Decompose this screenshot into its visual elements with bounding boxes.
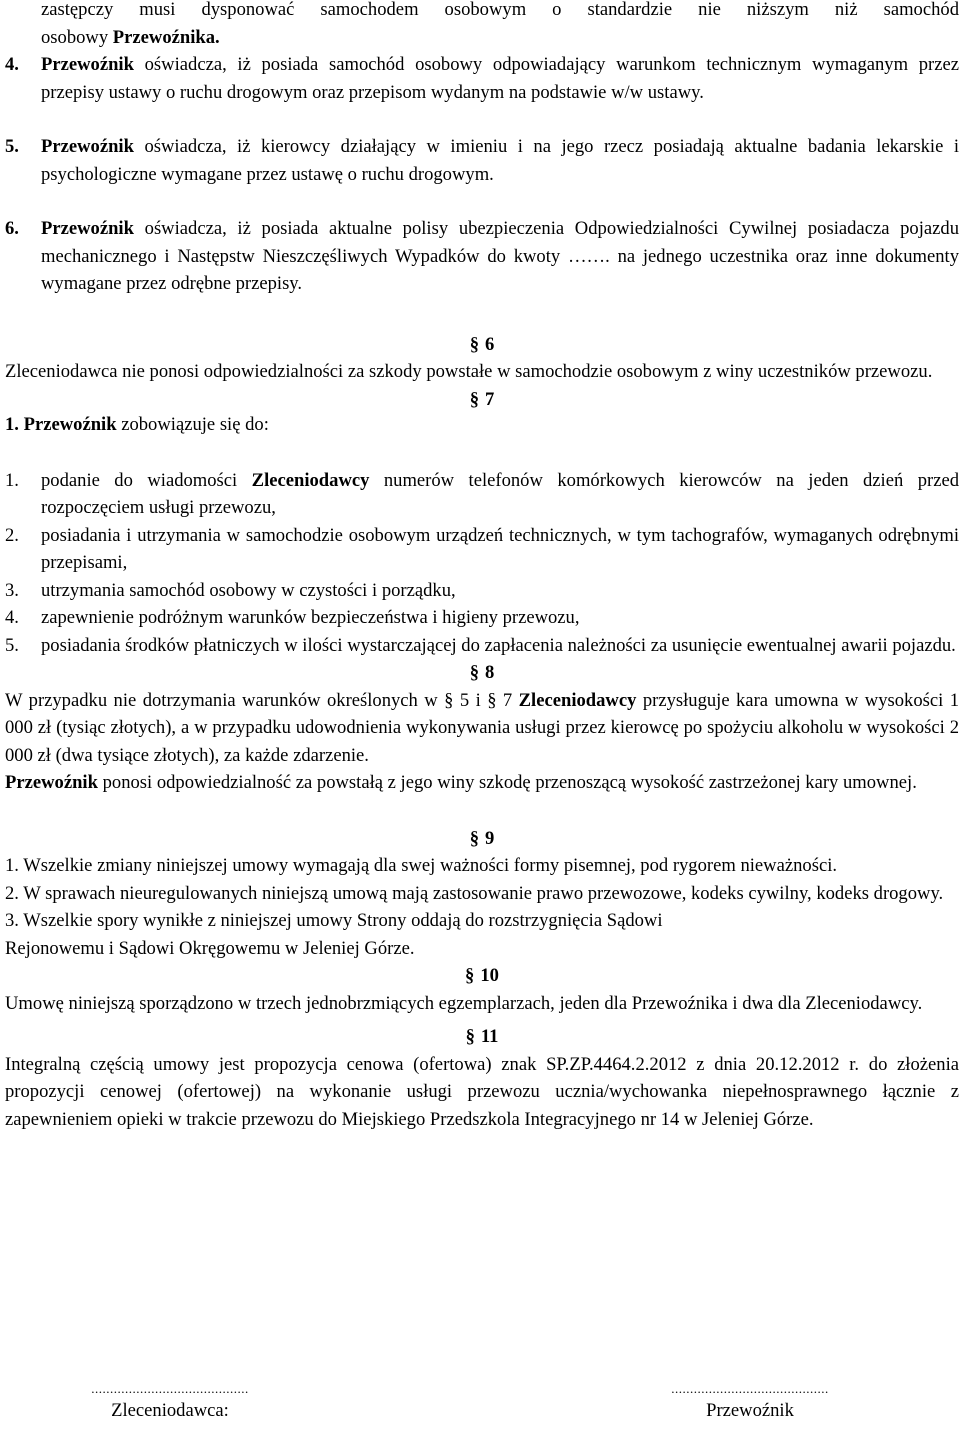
signature-label-carrier: Przewoźnik xyxy=(706,1400,794,1421)
list-item: 3. utrzymania samochód osobowy w czystości i porządku, xyxy=(5,579,456,601)
item-6: 6. Przewoźnik oświadcza, iż posiada aktualne polisy ubezpieczenia Odpowiedzialności Cywilnej posiadacza pojazdu mechanicznego i Następstw Nieszczęśliwych Wypadków do kwoty ……. na jednego uczestnika oraz inne dokumenty wymagane przez odrębne przepisy. xyxy=(5,218,959,294)
signature-label-client: Zleceniodawca: xyxy=(111,1400,229,1421)
section-9-heading: § 9 xyxy=(469,827,495,849)
section-9-paragraph-2: 2. W sprawach nieuregulowanych niniejszą umową mają zastosowanie prawo przewozowe, kodeks cywilny, kodeks drogowy. xyxy=(5,882,944,904)
signature-client xyxy=(5,1381,335,1425)
section-9-paragraph-1: 1. Wszelkie zmiany niniejszej umowy wymagają dla swej ważności formy pisemnej, pod rygorem nieważności. xyxy=(5,855,838,876)
section-8-paragraph-1: W przypadku nie dotrzymania warunków określonych w § 5 i § 7 Zleceniodawcy przysługuje kara umowna w wysokości 1 000 zł (tysiąc złotych), a w przypadku udowodnienia wykonywania usługi przez kierowcę po spożyciu alkoholu w wysokości 2 000 zł (dwa tysiące złotych), za każde zdarzenie. xyxy=(5,689,959,766)
section-7-intro: 1. Przewoźnik zobowiązuje się do: xyxy=(5,414,269,435)
section-8-heading: § 8 xyxy=(469,662,495,683)
section-10-text: Umowę niniejszą sporządzono w trzech jednobrzmiących egzemplarzach, jeden dla Przewoźnika i dwa dla Zleceniodawcy. xyxy=(5,992,923,1014)
list-item: 5. posiadania środków płatniczych w ilości wystarczającej do zapłacenia należności za usunięcie ewentualnej awarii pojazdu. xyxy=(5,634,956,656)
item-5: 5. Przewoźnik oświadcza, iż kierowcy działający w imieniu i na jego rzecz posiadają aktualne badania lekarskie i psychologiczne wymagane przez ustawę o ruchu drogowym. xyxy=(5,136,959,185)
item-4: 4. Przewoźnik oświadcza, iż posiada samochód osobowy odpowiadający warunkom technicznym wymaganym przez przepisy ustawy o ruchu drogowym oraz przepisom wydanym na podstawie w/w ustawy. xyxy=(5,54,959,103)
signature-line: .......................................... xyxy=(91,1381,249,1396)
section-9-paragraph-3b: Rejonowemu i Sądowi Okręgowemu w Jeleniej Górze. xyxy=(5,937,415,959)
section-10-heading: § 10 xyxy=(465,965,499,986)
section-11-heading: § 11 xyxy=(465,1026,499,1047)
item3-continuation-line2: osobowy Przewoźnika. xyxy=(41,26,220,48)
section-7-list xyxy=(5,467,959,660)
section-7-heading: § 7 xyxy=(469,388,495,410)
signature-line: .......................................... xyxy=(671,1381,829,1396)
section-8-paragraph-2: Przewoźnik ponosi odpowiedzialność za powstałą z jego winy szkodę przenoszącą wysokość zastrzeżonej kary umownej. xyxy=(5,772,917,793)
signature-carrier xyxy=(585,1381,915,1425)
section-9-paragraph-3a: 3. Wszelkie spory wynikłe z niniejszej umowy Strony oddają do rozstrzygnięcia Sądowi xyxy=(5,910,663,931)
section-6-heading: § 6 xyxy=(469,333,495,355)
list-item: 4. zapewnienie podróżnym warunków bezpieczeństwa i higieny przewozu, xyxy=(5,607,580,628)
list-item: 2. posiadania i utrzymania w samochodzie osobowym urządzeń technicznych, w tym tachografów, wymaganych odrębnymi przepisami, xyxy=(5,524,959,573)
list-item: 1. podanie do wiadomości Zleceniodawcy numerów telefonów komórkowych kierowców na jeden dzień przed rozpoczęciem usługi przewozu, xyxy=(5,469,959,518)
signature-area xyxy=(5,1381,959,1433)
section-6-text: Zleceniodawca nie ponosi odpowiedzialności za szkody powstałe w samochodzie osobowym z winy uczestników przewozu. xyxy=(5,361,933,382)
document-page xyxy=(5,0,959,1133)
section-11-text: Integralną częścią umowy jest propozycja cenowa (ofertowa) znak SP.ZP.4464.2.2012 z dnia 20.12.2012 r. do złożenia propozycji cenowej (ofertowej) na wykonanie usługi przewozu ucznia/wychowanka niepełnosprawnego łącznie z zapewnieniem opieki w trakcie przewozu do Miejskiego Przedszkola Integracyjnego nr 14 w Jeleniej Górze. xyxy=(5,1053,959,1130)
item3-continuation-line1: zastępczy musi dysponować samochodem osobowym o standardzie nie niższym niż samochód xyxy=(41,0,959,20)
